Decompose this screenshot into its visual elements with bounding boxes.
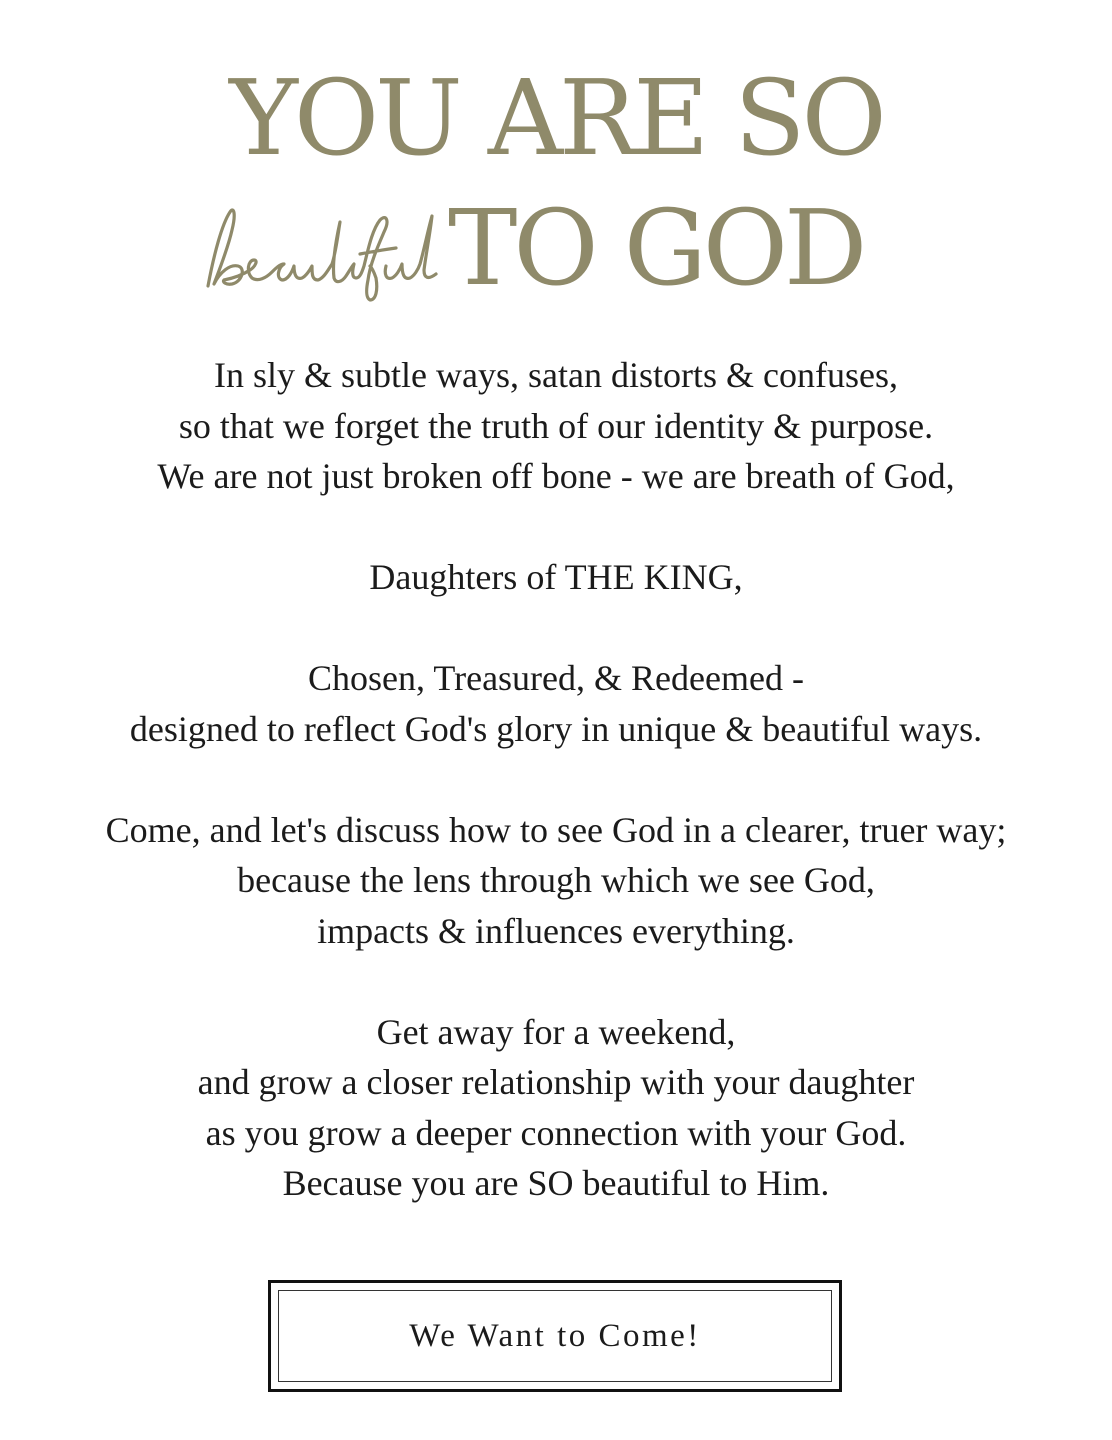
body-line: Get away for a weekend,	[376, 1011, 736, 1052]
headline-line-2	[0, 188, 1112, 318]
body-line: because the lens through which we see God,	[237, 860, 875, 900]
button-label: We Want to Come!	[409, 1317, 701, 1354]
script-word-beautiful	[200, 194, 450, 304]
body-line: impacts & influences everything.	[317, 910, 795, 951]
body-line: designed to reflect God's glory in unique & beautiful ways.	[129, 708, 983, 749]
paragraph-spacer	[0, 603, 1112, 654]
body-line: Because you are SO beautiful to Him.	[282, 1163, 830, 1203]
body-line: Chosen, Treasured, & Redeemed -	[308, 658, 804, 698]
body-line: as you grow a deeper connection with your God.	[205, 1112, 907, 1153]
body-line: so that we forget the truth of our identity & purpose.	[178, 405, 934, 446]
paragraph-spacer	[0, 956, 1112, 1007]
body-line: Daughters of THE KING,	[369, 557, 743, 597]
we-want-to-come-button[interactable]	[268, 1280, 842, 1392]
body-line: Come, and let's discuss how to see God in a clearer, truer way;	[105, 809, 1007, 850]
body-line: In sly & subtle ways, satan distorts & confuses,	[214, 355, 898, 395]
paragraph-spacer	[0, 502, 1112, 553]
body-line: We are not just broken off bone - we are breath of God,	[157, 456, 955, 496]
headline-line-1: YOU ARE SO	[229, 57, 883, 179]
headline-to-god: TO GOD	[448, 187, 864, 309]
button-inner-border	[278, 1290, 832, 1382]
body-line: and grow a closer relationship with your daughter	[197, 1062, 915, 1102]
body-text	[0, 350, 1112, 1209]
paragraph-spacer	[0, 754, 1112, 805]
